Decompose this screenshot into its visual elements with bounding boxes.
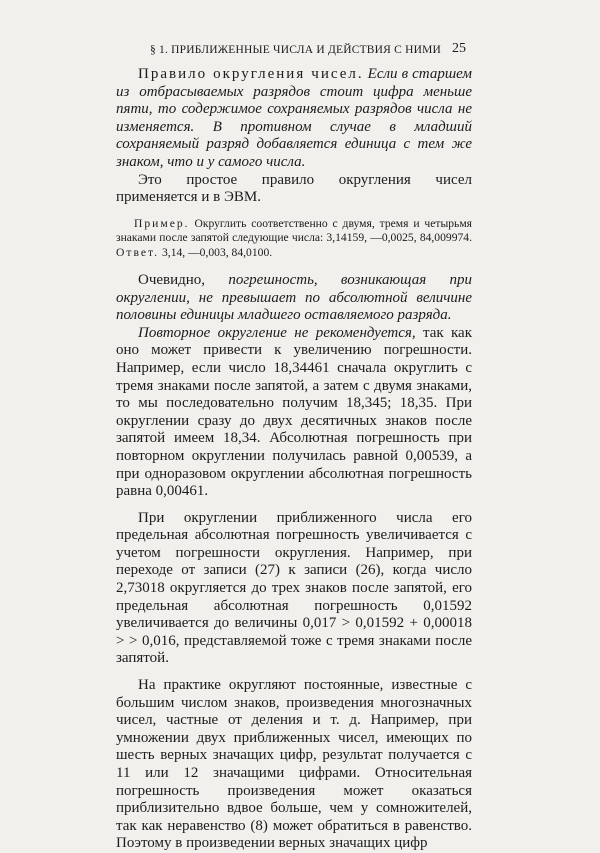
example-text: Округлить соответственно с двумя, тремя и четырьмя знаками после запятой следующие числа: 3,14159, —0,0025, 84,009974. — [116, 216, 472, 245]
answer-label: Ответ. — [116, 245, 160, 259]
repeat-rounding-paragraph — [116, 325, 472, 501]
limit-error-paragraph: При округлении приближенного числа его предельная абсолютная погрешность увеличивается с учетом погрешности округления. Например, при переходе от записи (27) к записи (26), когда число 2,73018 округляется до трех знаков после запятой, его предельная абсолютная погрешность 0,01592 увеличивается до величины 0,017 > 0,01592 + 0,00018 > > 0,016, представляемой тоже с тремя знаками после запятой. — [116, 509, 472, 667]
example-label: Пример. — [134, 216, 190, 230]
error-lead: Очевидно, — [138, 271, 229, 288]
running-head: § 1. ПРИБЛИЖЕННЫЕ ЧИСЛА И ДЕЙСТВИЯ С НИМИ — [150, 44, 442, 56]
rounding-rule-paragraph — [116, 66, 472, 172]
paragraph-gap — [116, 668, 472, 677]
evm-note-paragraph: Это простое правило округления чисел применяется и в ЭВМ. — [116, 171, 472, 206]
repeat-text: так как оно может привести к увеличению погрешности. Например, если число 18,34461 сначала округлить с тремя знаками после запятой, а затем с двумя знаками, то мы последовательно получим 18,345; 18,35. При округлении сразу до двух десятичных знаков после запятой имеем 18,34. Абсолютная погрешность при повторном округлении получилась равной 0,00539, а при одноразовом округлении абсолютная погрешность равна 0,00461. — [116, 324, 472, 500]
answer-text: 3,14, —0,003, 84,0100. — [159, 245, 273, 259]
repeat-lead: Повторное округление не рекомендуется, — [138, 324, 416, 341]
page-number: 25 — [452, 41, 466, 56]
paragraph-gap — [116, 501, 472, 510]
example-paragraph — [116, 217, 472, 260]
error-text: погрешность, возникающая при округлении, не превышает по абсолютной величине половины единицы младшего оставляемого разряда. — [116, 271, 472, 324]
rule-text: Если в старшем из отбрасываемых разрядов стоит цифра меньше пяти, то содержимое сохраняемых разрядов числа не изменяется. В противном случае в младший сохраняемый разряд добавляется единица с тем же знаком, что и у самого числа. — [116, 66, 472, 170]
page-body — [116, 66, 472, 853]
error-statement-paragraph — [116, 272, 472, 325]
rule-title: Правило округления чисел. — [138, 66, 364, 82]
practice-paragraph: На практике округляют постоянные, известные с большим числом знаков, произведения многозначных чисел, частные от деления и т. д. Например, при умножении двух приближенных чисел, имеющих по шесть верных значащих цифр, результат получается с 11 или 12 значащими цифрами. Относительная погрешность произведения может оказаться приблизительно вдвое больше, чем у сомножителей, так как неравенство (8) может обратиться в равенство. Поэтому в произведении верных значащих цифр — [116, 677, 472, 852]
